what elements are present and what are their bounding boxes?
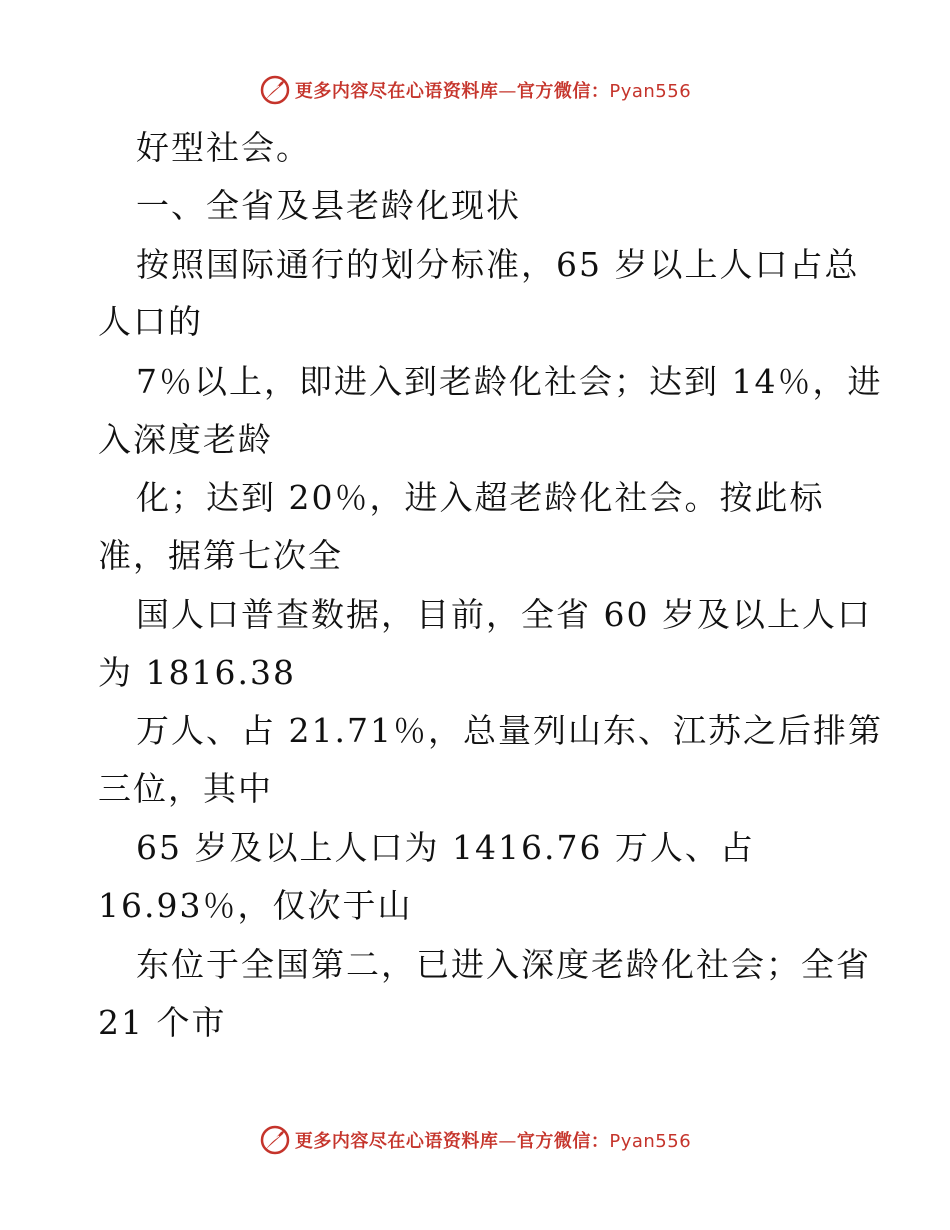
body-line: 三位，其中 xyxy=(98,769,273,808)
watermark-account: Pyan556 xyxy=(609,1131,692,1152)
body-line: 65 岁及以上人口为 1416.76 万人、占 xyxy=(136,828,755,867)
feather-pen-logo-icon xyxy=(259,1124,291,1156)
watermark-separator: — xyxy=(498,1131,517,1152)
watermark-official: 官方微信： xyxy=(516,1131,610,1152)
watermark-main: 更多内容尽在心语资料库 xyxy=(294,1131,499,1152)
body-line: 21 个市 xyxy=(98,1003,227,1042)
watermark-separator: — xyxy=(498,81,517,102)
body-line: 按照国际通行的划分标准，65 岁以上人口占总 xyxy=(136,245,860,284)
body-line: 16.93％，仅次于山 xyxy=(98,886,413,925)
body-line: 国人口普查数据，目前，全省 60 岁及以上人口 xyxy=(136,595,872,634)
body-line: 东位于全国第二，已进入深度老龄化社会；全省 xyxy=(136,945,871,984)
section-heading: 一、全省及县老龄化现状 xyxy=(136,186,521,225)
watermark-official: 官方微信： xyxy=(516,81,610,102)
body-line: 化；达到 20％，进入超老龄化社会。按此标 xyxy=(136,478,825,517)
watermark-account: Pyan556 xyxy=(609,81,692,102)
body-line: 好型社会。 xyxy=(136,128,311,167)
footer-watermark-banner xyxy=(0,1120,950,1160)
body-line: 入深度老龄 xyxy=(98,420,273,459)
body-line: 为 1816.38 xyxy=(98,653,296,692)
watermark-main: 更多内容尽在心语资料库 xyxy=(294,81,499,102)
footer-watermark-text xyxy=(295,1127,691,1153)
body-line: 人口的 xyxy=(98,302,203,341)
body-line: 准，据第七次全 xyxy=(98,536,343,575)
body-line: 万人、占 21.71％，总量列山东、江苏之后排第 xyxy=(136,711,883,750)
body-line: 7％以上，即进入到老龄化社会；达到 14％，进 xyxy=(136,362,883,401)
